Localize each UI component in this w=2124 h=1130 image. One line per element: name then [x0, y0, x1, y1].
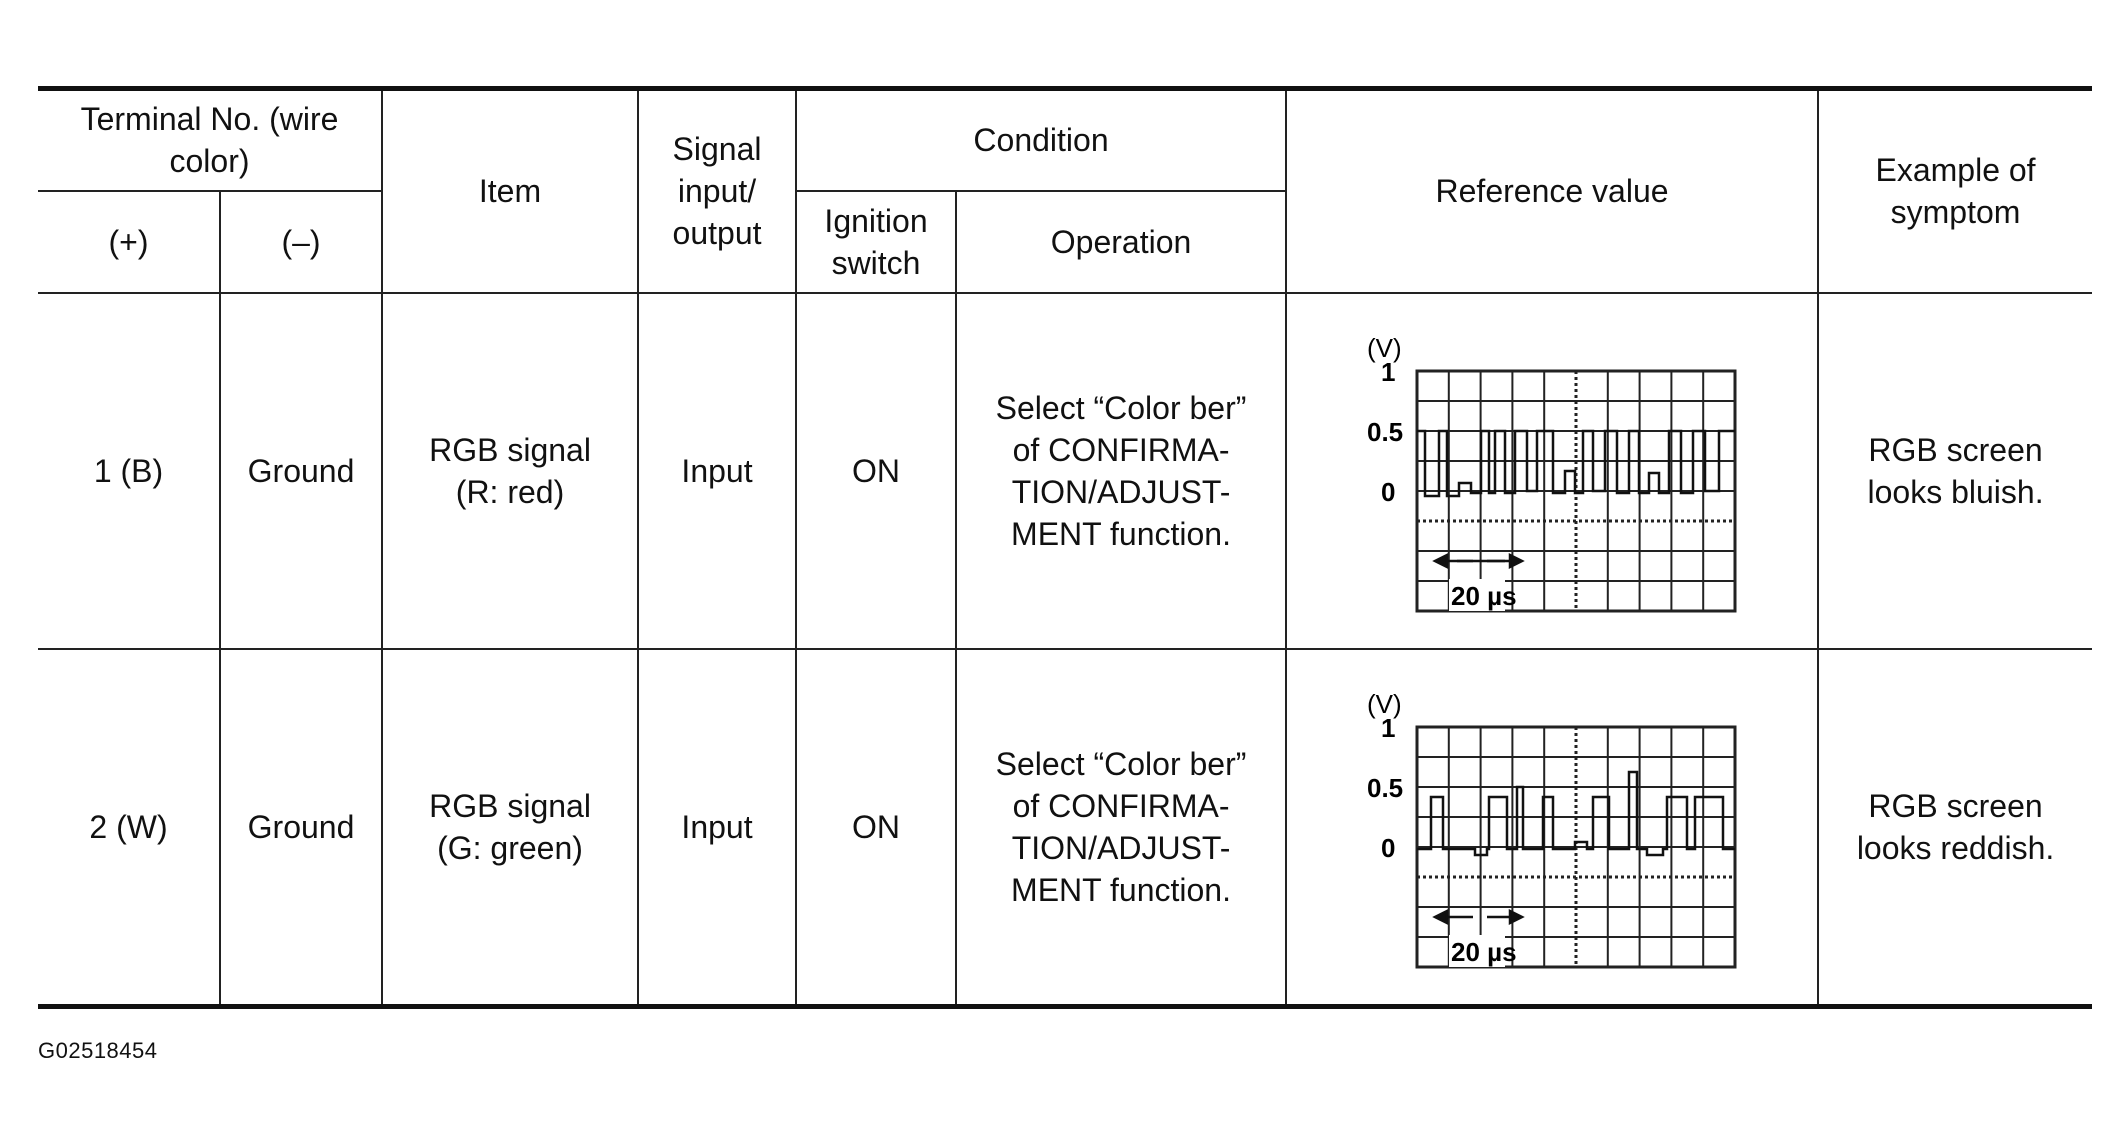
signal-io-cell: Input [638, 293, 796, 649]
ignition-cell: ON [796, 293, 956, 649]
header-signal-io: Signal input/ output [638, 89, 796, 293]
operation-cell: Select “Color ber” of CONFIRMA- TION/ADJUST- MENT function. [956, 293, 1286, 649]
operation-cell: Select “Color ber” of CONFIRMA- TION/ADJUST- MENT function. [956, 649, 1286, 1007]
scope-unit-label: (V) [1367, 688, 1402, 719]
ignition-cell: ON [796, 649, 956, 1007]
oscilloscope-waveform-green [1347, 677, 1757, 977]
time-scale-arrows [1435, 911, 1522, 923]
header-condition: Condition [796, 89, 1286, 191]
symptom-cell: RGB screen looks reddish. [1818, 649, 2092, 1007]
header-plus: (+) [38, 191, 220, 293]
header-ignition-switch: Ignition switch [796, 191, 956, 293]
item-cell: RGB signal (R: red) [382, 293, 638, 649]
header-operation: Operation [956, 191, 1286, 293]
y-tick-label: 1 [1381, 712, 1396, 743]
table-row [38, 649, 2092, 1007]
symptom-cell: RGB screen looks bluish. [1818, 293, 2092, 649]
time-scale-label: 20 µs [1451, 580, 1517, 611]
figure-code: G02518454 [38, 1038, 158, 1063]
header-minus: (–) [220, 191, 382, 293]
header-item: Item [382, 89, 638, 293]
y-tick-label: 0.5 [1367, 416, 1404, 447]
time-scale-arrows [1435, 555, 1522, 567]
signal-io-cell: Input [638, 649, 796, 1007]
reference-value-cell [1286, 649, 1818, 1007]
y-tick-label: 0 [1381, 832, 1396, 863]
time-scale-label: 20 µs [1451, 936, 1517, 967]
scope-unit-label: (V) [1367, 332, 1402, 363]
oscilloscope-waveform-red [1347, 321, 1757, 621]
y-tick-label: 1 [1381, 356, 1396, 387]
terminal-minus-cell: Ground [220, 293, 382, 649]
terminal-minus-cell: Ground [220, 649, 382, 1007]
terminal-plus-cell: 2 (W) [38, 649, 220, 1007]
terminal-reference-table [38, 86, 2092, 1009]
reference-value-cell [1286, 293, 1818, 649]
y-tick-label: 0.5 [1367, 772, 1404, 803]
header-example-symptom: Example of symptom [1818, 89, 2092, 293]
item-cell: RGB signal (G: green) [382, 649, 638, 1007]
terminal-plus-cell: 1 (B) [38, 293, 220, 649]
header-terminal-no: Terminal No. (wire color) [38, 89, 382, 191]
table-row [38, 293, 2092, 649]
header-reference-value: Reference value [1286, 89, 1818, 293]
y-tick-label: 0 [1381, 476, 1396, 507]
